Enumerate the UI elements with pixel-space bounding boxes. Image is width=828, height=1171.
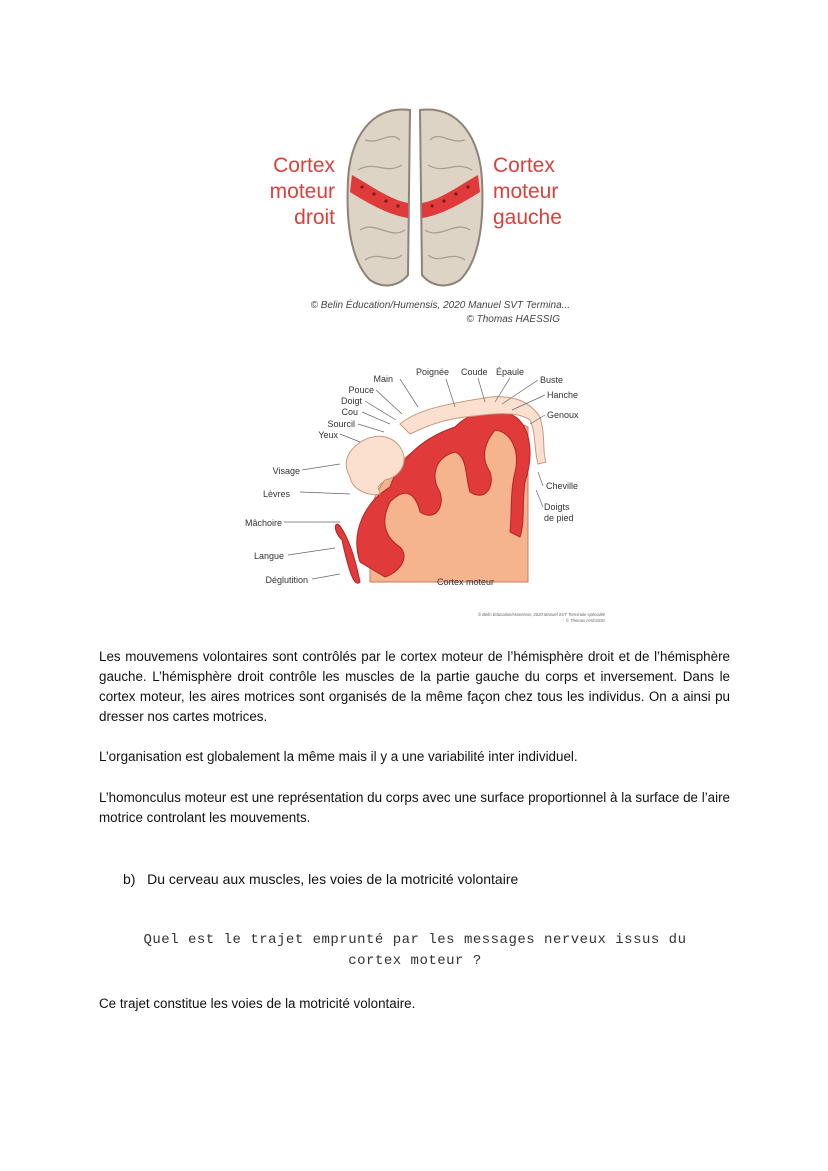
label-hanche: Hanche <box>547 390 579 400</box>
label-cortex-moteur: Cortex moteur <box>437 577 495 587</box>
figure1-credit-2: © Thomas HAESSIG <box>466 314 560 325</box>
figure1-credit-1: © Belin Éducation/Humensis, 2020 Manuel SVT Termina... <box>310 300 570 311</box>
label-epaule: Épaule <box>496 367 525 377</box>
brain-illustration <box>250 100 580 330</box>
paragraph-organisation: L’organisation est globalement la même mais il y a une variabilité inter individuel. <box>99 749 578 764</box>
homunculus-illustration <box>240 362 620 627</box>
label-machoire: Mâchoire <box>244 518 282 528</box>
label-langue: Langue <box>253 551 284 561</box>
label-pouce: Pouce <box>348 385 374 395</box>
label-buste: Buste <box>540 375 564 385</box>
label-cheville: Cheville <box>546 481 579 491</box>
label-deglutition: Déglutition <box>265 575 308 585</box>
label-cortex-droit-3: droit <box>294 206 335 229</box>
label-sourcil: Sourcil <box>327 419 355 429</box>
paragraph-motor-control: Les mouvemens volontaires sont contrôlés par le cortex moteur de l’hémisphère droit et de l’hémisphère gauche. L’hémisphère droit contrôle les muscles de la partie gauche du corps et inversement. Dans le cortex moteur, les aires motrices sont organisés de la même façon chez tous les individus. On a ainsi pu dresser nos cartes motrices. <box>99 649 730 724</box>
question-line-1: Quel est le trajet emprunté par les messages nerveux issus du <box>143 932 687 948</box>
section-title: b) Du cerveau aux muscles, les voies de la motricité volontaire <box>123 871 519 887</box>
label-main: Main <box>373 374 393 384</box>
figure2-credit-1: © Belin Éducation/Humensis, 2020 Manuel SVT Terminale spécialité <box>478 612 605 617</box>
label-poignee: Poignée <box>416 367 450 377</box>
label-cortex-gauche-3: gauche <box>493 206 562 229</box>
label-coude: Coude <box>461 367 488 377</box>
label-doigts-de-pied-1: Doigts <box>544 502 570 512</box>
label-cortex-gauche-1: Cortex <box>493 154 555 177</box>
label-cortex-droit-2: moteur <box>269 180 335 203</box>
label-yeux: Yeux <box>318 430 338 440</box>
question-line-2: cortex moteur ? <box>348 953 482 969</box>
label-doigts-de-pied-2: de pied <box>544 513 574 523</box>
paragraph-homunculus: L’homonculus moteur est une représentation du corps avec une surface proportionnel à la surface de l’aire motrice controlant les mouvements. <box>99 790 730 825</box>
homunculus-figure <box>240 362 620 627</box>
brain-figure <box>250 100 580 330</box>
closing-sentence: Ce trajet constitue les voies de la motricité volontaire. <box>99 996 416 1011</box>
label-doigt: Doigt <box>340 396 362 406</box>
guiding-question <box>100 930 730 972</box>
label-cortex-gauche-2: moteur <box>493 180 559 203</box>
figure2-credit-2: © Thomas HAESSIG <box>565 618 605 623</box>
label-cou: Cou <box>341 407 358 417</box>
label-visage: Visage <box>272 466 300 476</box>
label-genoux: Genoux <box>547 410 579 420</box>
label-cortex-droit-1: Cortex <box>273 154 335 177</box>
label-levres: Lèvres <box>262 489 290 499</box>
